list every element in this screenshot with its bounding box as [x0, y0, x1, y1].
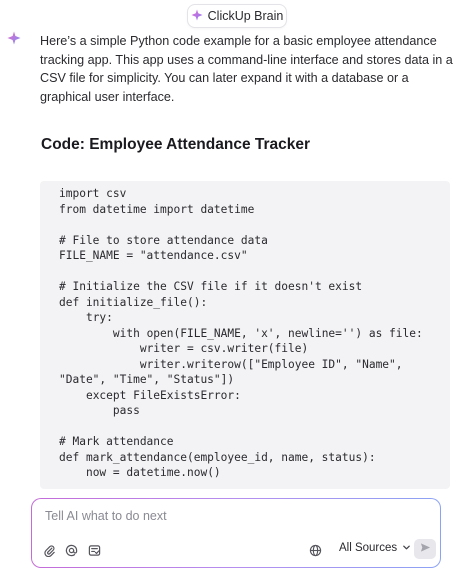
task-list-icon[interactable] — [87, 543, 101, 557]
sources-dropdown[interactable] — [339, 542, 411, 554]
chat-input-box — [31, 498, 441, 568]
chat-input[interactable] — [45, 509, 415, 523]
code-content: import csv from datetime import datetime # File to store attendance data FILE_NAME = "attendance.csv" # Initialize the CSV file if it doesn't exist def initialize_file(): try: with open(FILE_NAME, 'x', newline='') as file: writer = csv.writer(file) writer.writerow(["Employee ID", "Name", "Date", "Time", "Status"]) except FileExistsError: pass # Mark attendance def mark_attendance(employee_id, name, status): now = datetime.now() — [59, 187, 423, 479]
code-section-title: Code: Employee Attendance Tracker — [41, 136, 311, 153]
chevron-down-icon — [402, 543, 411, 554]
send-icon — [420, 540, 431, 558]
send-button[interactable] — [414, 539, 436, 559]
at-sign-icon[interactable] — [64, 543, 78, 557]
brain-label: ClickUp Brain — [207, 9, 284, 23]
paperclip-icon[interactable] — [42, 543, 56, 557]
assistant-avatar-icon — [7, 31, 21, 45]
sources-label: All Sources — [339, 542, 398, 554]
clickup-brain-icon — [191, 9, 203, 24]
globe-icon[interactable] — [308, 543, 322, 557]
clickup-brain-badge[interactable] — [187, 4, 287, 28]
code-block — [40, 181, 450, 489]
assistant-message-text: Here’s a simple Python code example for a basic employee attendance tracking app. This app uses a command-line interface and stores data in a CSV file for simplicity. You can later expand it with a database or a graphical user interface. — [40, 34, 453, 104]
